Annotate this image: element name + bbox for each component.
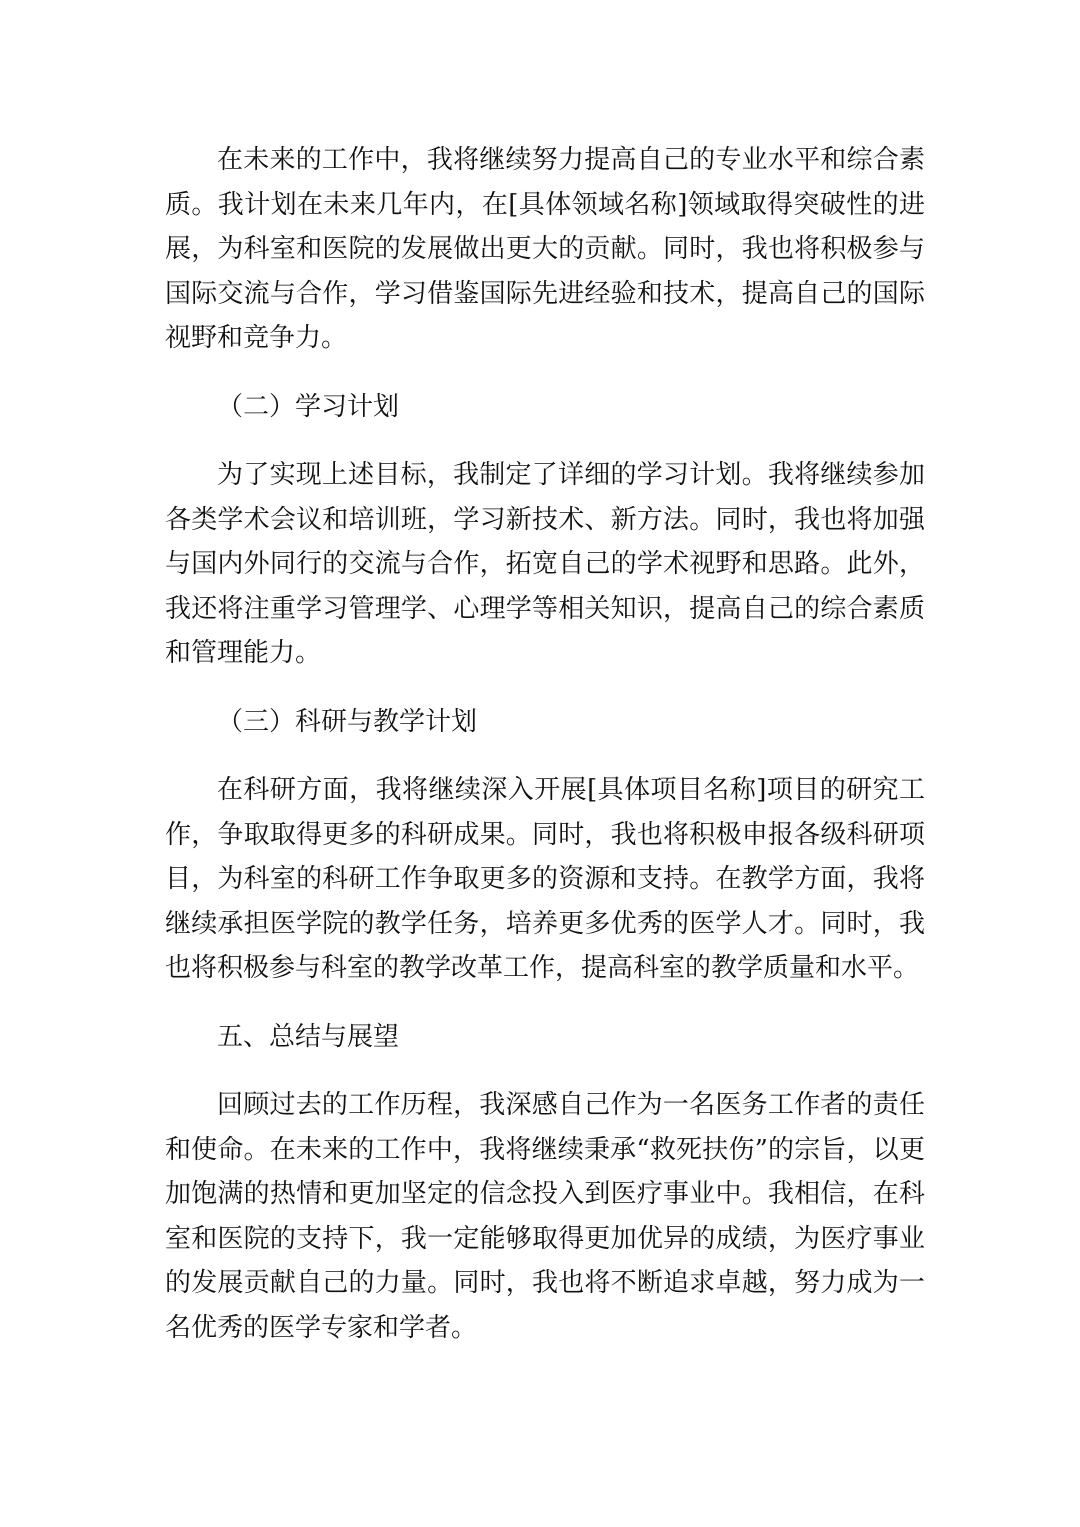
spacer xyxy=(165,744,925,768)
paragraph-research-teaching: 在科研方面，我将继续深入开展[具体项目名称]项目的研究工作，争取取得更多的科研成果。同时，我也将积极申报各级科研项目，为科室的科研工作争取更多的资源和支持。在教学方面，我将继续承担医学院的教学任务，培养更多优秀的医学人才。同时，我也将积极参与科室的教学改革工作，提高科室的教学质量和水平。 xyxy=(165,775,925,983)
section-heading-research-teaching: （三）科研与教学计划 xyxy=(217,706,478,737)
paragraph-summary: 回顾过去的工作历程，我深感自己作为一名医务工作者的责任和使命。在未来的工作中，我将继续秉承“救死扶伤”的宗旨，以更加饱满的热情和更加坚定的信念投入到医疗事业中。我相信，在科室和医院的支持下，我一定能够取得更加优异的成绩，为医疗事业的发展贡献自己的力量。同时，我也将不断追求卓越，努力成为一名优秀的医学专家和学者。 xyxy=(165,1090,925,1343)
section-heading-study-plan: （二）学习计划 xyxy=(217,391,400,422)
spacer xyxy=(165,676,925,700)
spacer xyxy=(165,1059,925,1083)
document-body xyxy=(165,138,925,1350)
section-heading-summary: 五、总结与展望 xyxy=(217,1021,400,1052)
paragraph-study-plan: 为了实现上述目标，我制定了详细的学习计划。我将继续参加各类学术会议和培训班，学习新技术、新方法。同时，我也将加强与国内外同行的交流与合作，拓宽自己的学术视野和思路。此外，我还将注重学习管理学、心理学等相关知识，提高自己的综合素质和管理能力。 xyxy=(165,460,925,668)
spacer xyxy=(165,991,925,1015)
spacer xyxy=(165,361,925,385)
paragraph-future-work: 在未来的工作中，我将继续努力提高自己的专业水平和综合素质。我计划在未来几年内，在[具体领域名称]领域取得突破性的进展，为科室和医院的发展做出更大的贡献。同时，我也将积极参与国际交流与合作，学习借鉴国际先进经验和技术，提高自己的国际视野和竞争力。 xyxy=(165,145,925,353)
spacer xyxy=(165,429,925,453)
